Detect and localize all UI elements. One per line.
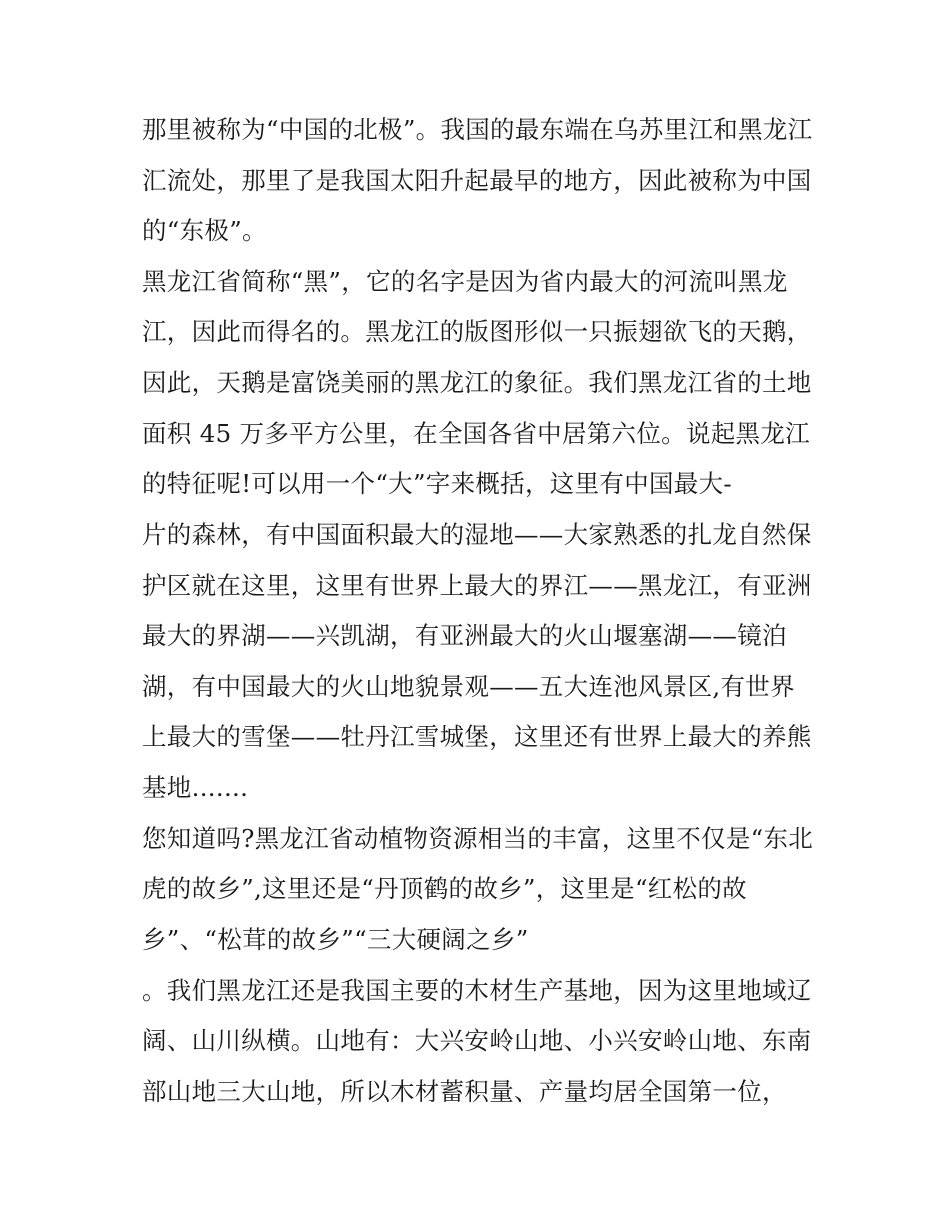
text-line: 江，因此而得名的。黑龙江的版图形似一只振翅欲飞的天鹅， [142, 317, 812, 346]
text-line: 湖，有中国最大的火山地貌景观——五大连池风景区,有世界 [142, 672, 795, 701]
text-line: 因此，天鹅是富饶美丽的黑龙江的象征。我们黑龙江省的土地 [142, 368, 812, 397]
text-line: 虎的故乡”,这里还是“丹顶鹤的故乡”，这里是“红松的故 [142, 874, 747, 903]
text-line: 最大的界湖——兴凯湖，有亚洲最大的火山堰塞湖——镜泊 [142, 621, 787, 650]
text-line: 部山地三大山地，所以木材蓄积量、产量均居全国第一位， [142, 1077, 787, 1106]
text-line: 面积 45 万多平方公里，在全国各省中居第六位。说起黑龙江 [142, 419, 810, 448]
text-line: 。我们黑龙江还是我国主要的木材生产基地，因为这里地域辽 [142, 976, 812, 1005]
text-line: 您知道吗?黑龙江省动植物资源相当的丰富，这里不仅是“东北 [142, 824, 814, 853]
text-line: 的“东极”。 [142, 216, 267, 245]
text-line: 的特征呢!可以用一个“大”字来概括，这里有中国最大- [142, 469, 732, 498]
text-line: 黑龙江省简称“黑”，它的名字是因为省内最大的河流叫黑龙 [142, 267, 788, 296]
text-line: 那里被称为“中国的北极”。我国的最东端在乌苏里江和黑龙江 [142, 115, 813, 144]
text-line: 片的森林，有中国面积最大的湿地——大家熟悉的扎龙自然保 [142, 520, 812, 549]
text-line: 护区就在这里，这里有世界上最大的界江——黑龙江，有亚洲 [142, 571, 812, 600]
text-line: 乡”、“松茸的故乡”“三大硬阔之乡” [142, 925, 529, 954]
text-line: 阔、山川纵横。山地有：大兴安岭山地、小兴安岭山地、东南 [142, 1026, 812, 1055]
text-line: 上最大的雪堡——牡丹江雪城堡，这里还有世界上最大的养熊 [142, 722, 812, 751]
text-line: 汇流处，那里了是我国太阳升起最早的地方，因此被称为中国 [142, 166, 812, 195]
text-line: 基地....... [142, 773, 249, 802]
